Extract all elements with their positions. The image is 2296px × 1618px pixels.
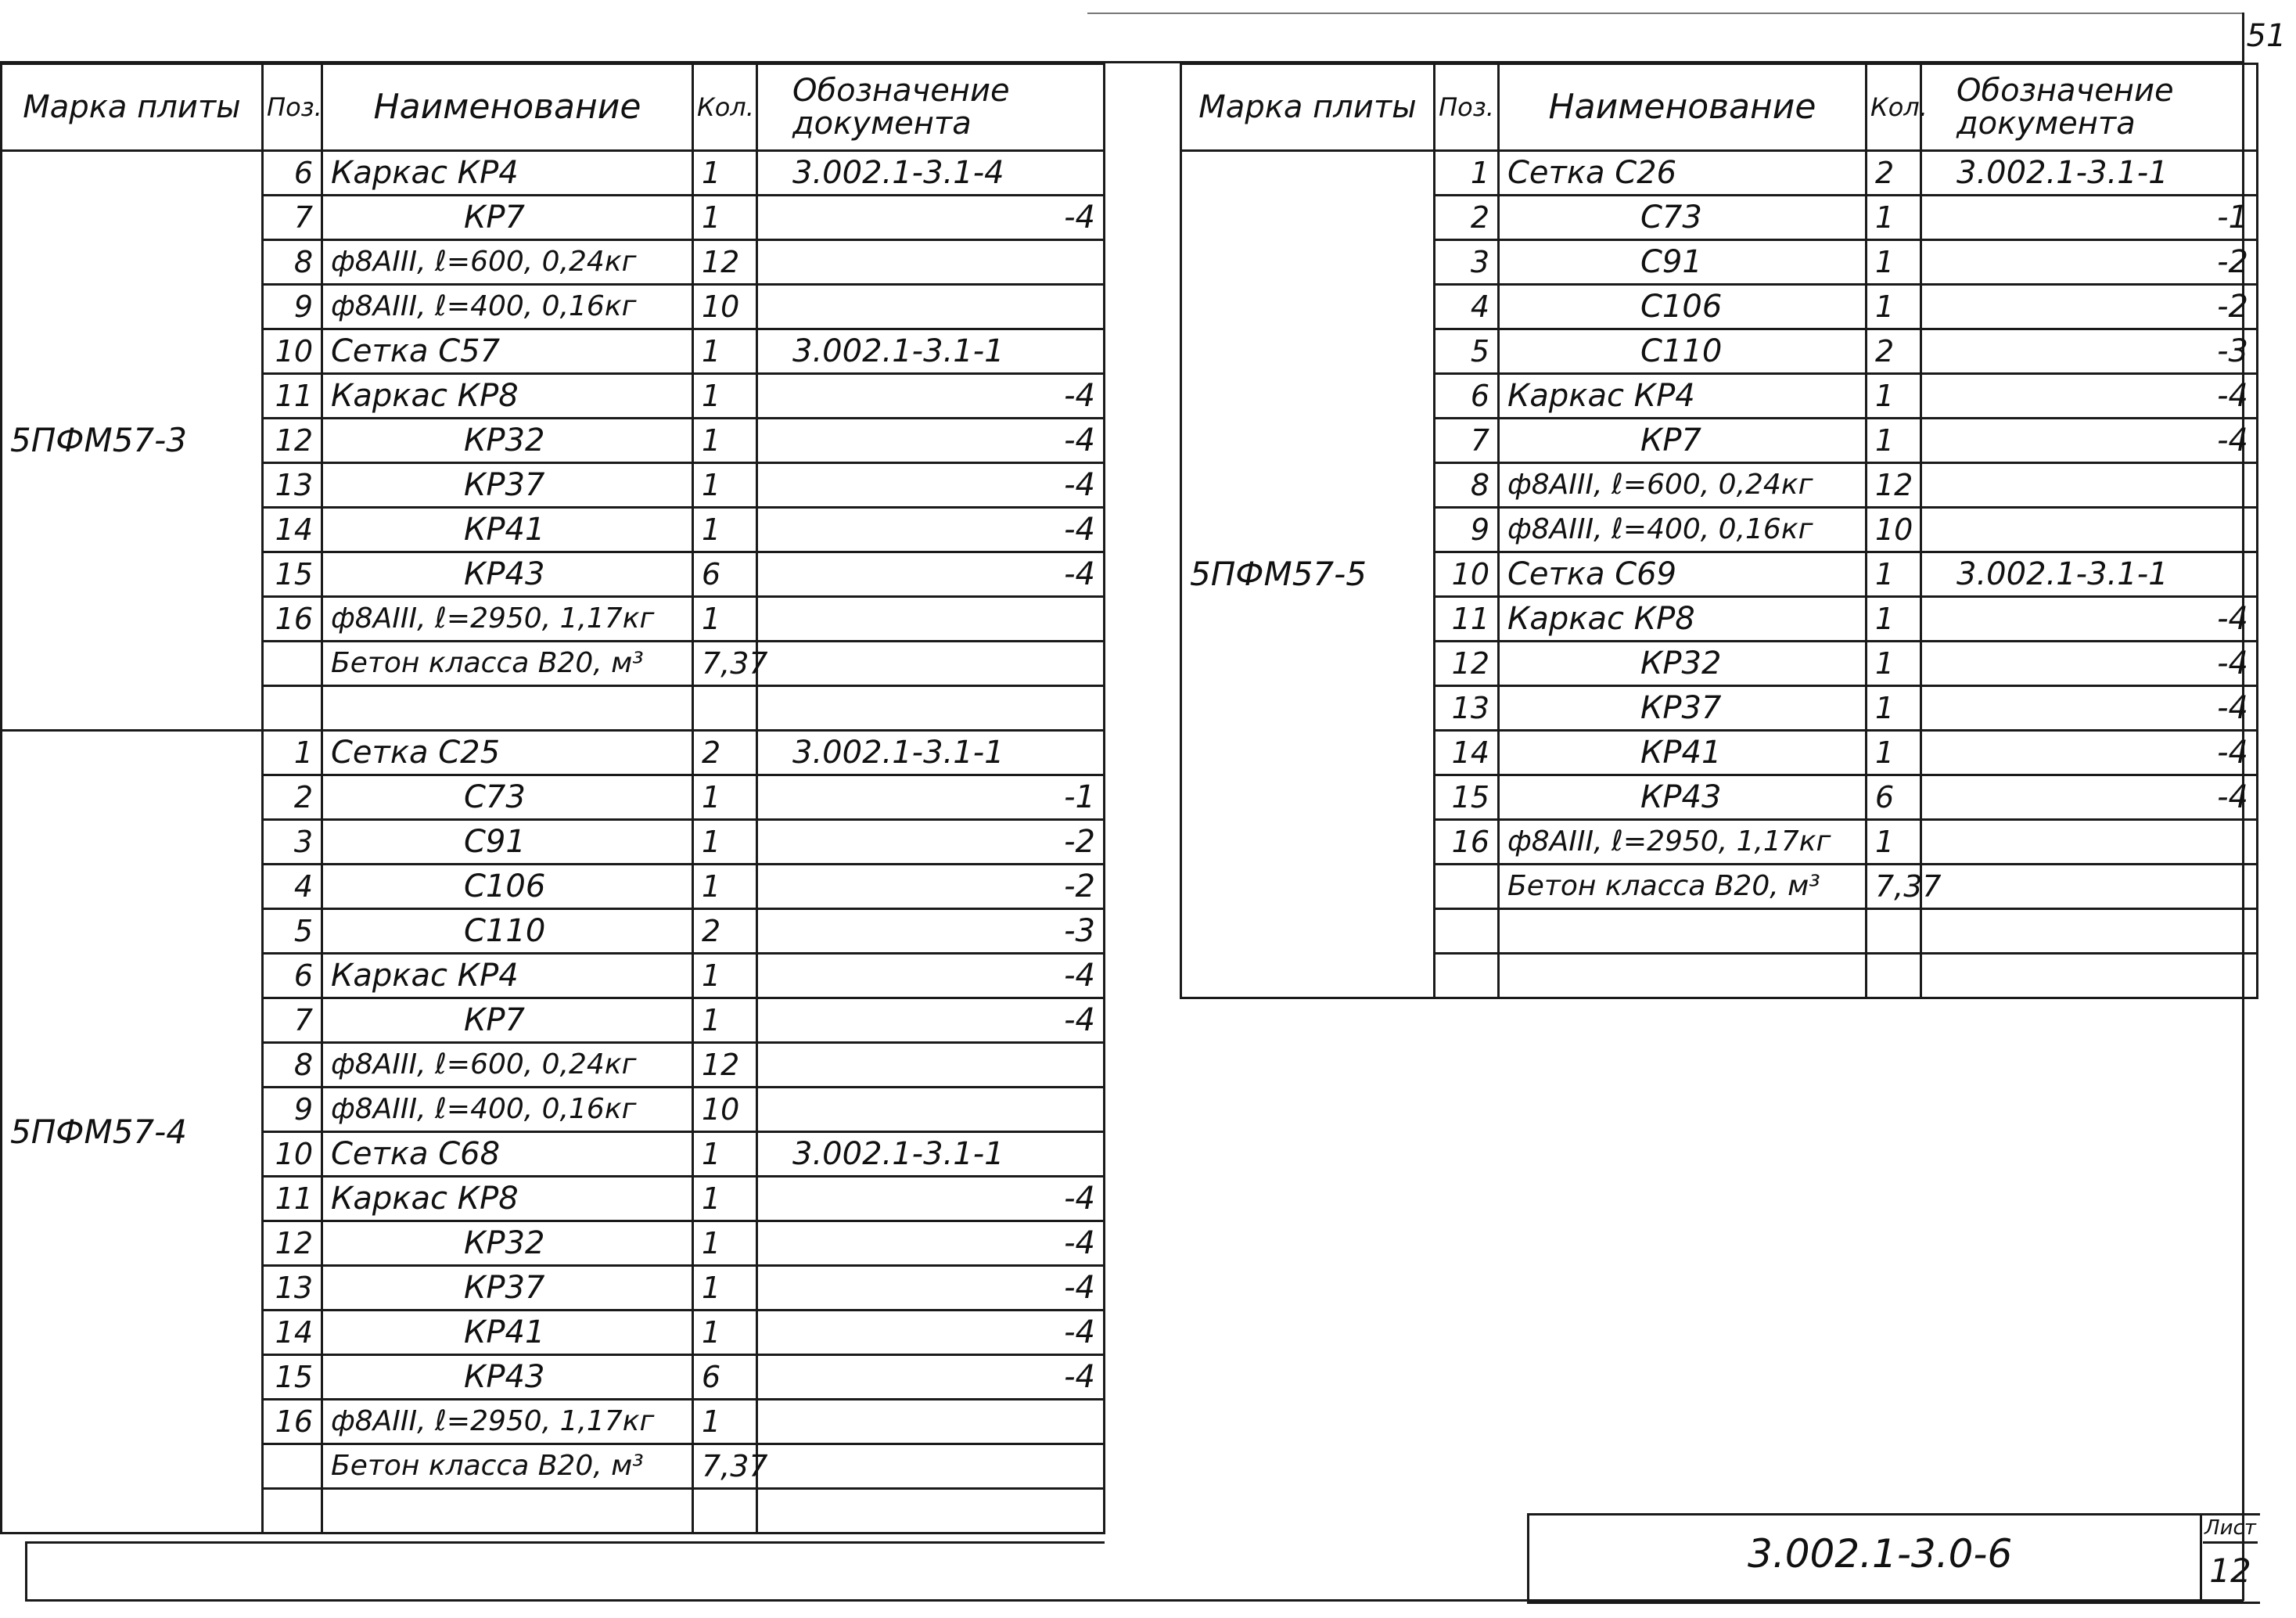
name-cell: С110	[1499, 329, 1867, 374]
name-cell: Сетка С25	[322, 731, 693, 775]
name-cell: КР43	[322, 1355, 693, 1400]
position-cell: 8	[1435, 463, 1499, 508]
name-cell: Бетон класса В20, м³	[322, 1444, 693, 1489]
document-cell: 3.002.1-3.1-1	[757, 731, 1105, 775]
name-cell: КР7	[1499, 419, 1867, 463]
document-cell	[1921, 954, 2258, 998]
sheet-label: Лист	[2203, 1516, 2258, 1544]
document-cell: 3.002.1-3.1-1	[757, 1132, 1105, 1177]
position-cell: 15	[263, 552, 322, 597]
position-cell: 16	[263, 1400, 322, 1444]
name-cell: КР7	[322, 196, 693, 240]
name-cell: Сетка С57	[322, 329, 693, 374]
document-cell: -4	[757, 954, 1105, 998]
quantity-cell: 12	[693, 1043, 757, 1088]
quantity-cell: 7,37	[1867, 865, 1921, 909]
position-cell: 16	[263, 597, 322, 642]
header-qty: Кол.	[693, 64, 757, 151]
quantity-cell: 10	[1867, 508, 1921, 552]
quantity-cell: 12	[693, 240, 757, 285]
position-cell	[263, 642, 322, 686]
position-cell	[263, 1489, 322, 1534]
name-cell: Сетка С68	[322, 1132, 693, 1177]
position-cell: 10	[263, 329, 322, 374]
name-cell: Бетон класса В20, м³	[1499, 865, 1867, 909]
document-cell: 3.002.1-3.1-1	[1921, 552, 2258, 597]
position-cell: 6	[263, 954, 322, 998]
name-cell: КР41	[322, 1311, 693, 1355]
name-cell: Каркас КР8	[322, 1177, 693, 1221]
quantity-cell: 1	[693, 151, 757, 196]
document-cell: 3.002.1-3.1-4	[757, 151, 1105, 196]
position-cell: 11	[263, 1177, 322, 1221]
quantity-cell: 1	[693, 1311, 757, 1355]
name-cell: ф8АIII, ℓ=600, 0,24кг	[322, 1043, 693, 1088]
quantity-cell: 10	[693, 285, 757, 329]
table-row	[2, 731, 1105, 775]
document-cell: -4	[1921, 419, 2258, 463]
position-cell: 4	[1435, 285, 1499, 329]
quantity-cell: 1	[693, 463, 757, 508]
name-cell	[1499, 909, 1867, 954]
top-frame-line	[1087, 13, 2242, 14]
document-cell: -3	[1921, 329, 2258, 374]
quantity-cell: 6	[1867, 775, 1921, 820]
quantity-cell: 6	[693, 552, 757, 597]
document-cell: -2	[1921, 285, 2258, 329]
name-cell: С106	[1499, 285, 1867, 329]
name-cell	[322, 686, 693, 731]
quantity-cell	[693, 686, 757, 731]
document-cell: -4	[757, 508, 1105, 552]
name-cell: КР32	[322, 1221, 693, 1266]
document-cell: -1	[757, 775, 1105, 820]
quantity-cell: 1	[693, 1221, 757, 1266]
quantity-cell: 1	[693, 597, 757, 642]
position-cell: 5	[263, 909, 322, 954]
document-cell: -2	[757, 820, 1105, 865]
name-cell: С110	[322, 909, 693, 954]
name-cell: Каркас КР4	[1499, 374, 1867, 419]
position-cell	[263, 686, 322, 731]
quantity-cell: 1	[693, 1266, 757, 1311]
document-cell: -4	[1921, 686, 2258, 731]
bottom-inner-line	[25, 1541, 1105, 1544]
document-cell: -4	[757, 419, 1105, 463]
quantity-cell: 1	[693, 954, 757, 998]
name-cell: Каркас КР8	[322, 374, 693, 419]
document-cell	[1921, 463, 2258, 508]
quantity-cell: 10	[693, 1088, 757, 1132]
header-pos: Поз.	[1435, 64, 1499, 151]
table-header-row	[1181, 64, 2258, 151]
position-cell: 4	[263, 865, 322, 909]
name-cell: Каркас КР8	[1499, 597, 1867, 642]
position-cell: 8	[263, 240, 322, 285]
position-cell: 5	[1435, 329, 1499, 374]
quantity-cell	[1867, 954, 1921, 998]
table-row	[2, 151, 1105, 196]
header-mark: Марка плиты	[1181, 64, 1435, 151]
position-cell: 13	[263, 463, 322, 508]
name-cell: С106	[322, 865, 693, 909]
document-cell: -4	[757, 1311, 1105, 1355]
document-cell	[757, 642, 1105, 686]
name-cell: КР41	[322, 508, 693, 552]
document-code: 3.002.1-3.0-6	[1748, 1531, 2013, 1577]
document-cell: -4	[1921, 731, 2258, 775]
slab-mark: 5ПФМ57-3	[2, 151, 263, 731]
position-cell: 12	[263, 419, 322, 463]
quantity-cell	[1867, 909, 1921, 954]
document-cell: -4	[757, 998, 1105, 1043]
quantity-cell: 1	[1867, 686, 1921, 731]
name-cell: ф8АIII, ℓ=2950, 1,17кг	[322, 597, 693, 642]
quantity-cell: 2	[1867, 329, 1921, 374]
spec-table-right	[1180, 63, 2258, 999]
position-cell: 12	[1435, 642, 1499, 686]
sheet-page-number: 12	[2209, 1551, 2251, 1590]
document-cell: 3.002.1-3.1-1	[757, 329, 1105, 374]
name-cell: ф8АIII, ℓ=400, 0,16кг	[322, 1088, 693, 1132]
position-cell	[263, 1444, 322, 1489]
position-cell: 1	[263, 731, 322, 775]
quantity-cell: 1	[693, 1132, 757, 1177]
name-cell: ф8АIII, ℓ=600, 0,24кг	[1499, 463, 1867, 508]
position-cell: 16	[1435, 820, 1499, 865]
position-cell: 3	[263, 820, 322, 865]
quantity-cell: 1	[693, 865, 757, 909]
document-cell: -4	[757, 552, 1105, 597]
document-cell	[757, 1489, 1105, 1534]
name-cell: КР37	[322, 1266, 693, 1311]
name-cell: КР41	[1499, 731, 1867, 775]
document-cell	[757, 686, 1105, 731]
table-row	[1181, 151, 2258, 196]
header-pos: Поз.	[263, 64, 322, 151]
header-doc: Обозначение документа	[1921, 64, 2258, 151]
name-cell: КР37	[1499, 686, 1867, 731]
document-cell: -4	[757, 1355, 1105, 1400]
position-cell	[1435, 909, 1499, 954]
name-cell: ф8АIII, ℓ=2950, 1,17кг	[1499, 820, 1867, 865]
position-cell: 8	[263, 1043, 322, 1088]
left-frame-line	[25, 1541, 27, 1601]
name-cell: ф8АIII, ℓ=2950, 1,17кг	[322, 1400, 693, 1444]
document-cell: -4	[757, 1266, 1105, 1311]
position-cell	[1435, 865, 1499, 909]
document-cell: -4	[1921, 642, 2258, 686]
name-cell: Бетон класса В20, м³	[322, 642, 693, 686]
position-cell: 7	[263, 196, 322, 240]
document-cell: -4	[1921, 374, 2258, 419]
document-cell: -2	[757, 865, 1105, 909]
position-cell: 2	[263, 775, 322, 820]
quantity-cell: 7,37	[693, 1444, 757, 1489]
quantity-cell: 2	[693, 731, 757, 775]
position-cell: 13	[263, 1266, 322, 1311]
position-cell: 9	[1435, 508, 1499, 552]
quantity-cell: 1	[1867, 419, 1921, 463]
header-mark: Марка плиты	[2, 64, 263, 151]
name-cell: С91	[1499, 240, 1867, 285]
quantity-cell: 1	[1867, 240, 1921, 285]
position-cell: 13	[1435, 686, 1499, 731]
position-cell: 6	[1435, 374, 1499, 419]
position-cell: 14	[1435, 731, 1499, 775]
quantity-cell: 1	[693, 329, 757, 374]
header-qty: Кол.	[1867, 64, 1921, 151]
quantity-cell: 1	[693, 374, 757, 419]
quantity-cell: 2	[693, 909, 757, 954]
quantity-cell: 1	[693, 196, 757, 240]
quantity-cell: 1	[693, 775, 757, 820]
document-cell: -4	[757, 374, 1105, 419]
document-cell: 3.002.1-3.1-1	[1921, 151, 2258, 196]
document-cell: -4	[757, 463, 1105, 508]
name-cell: Сетка С69	[1499, 552, 1867, 597]
document-cell	[1921, 865, 2258, 909]
quantity-cell: 1	[693, 820, 757, 865]
name-cell: С73	[322, 775, 693, 820]
quantity-cell: 1	[693, 1400, 757, 1444]
document-cell: -4	[757, 196, 1105, 240]
header-name: Наименование	[322, 64, 693, 151]
document-cell	[757, 597, 1105, 642]
name-cell: ф8АIII, ℓ=600, 0,24кг	[322, 240, 693, 285]
document-cell: -4	[1921, 775, 2258, 820]
quantity-cell: 1	[693, 419, 757, 463]
position-cell: 15	[1435, 775, 1499, 820]
position-cell: 9	[263, 1088, 322, 1132]
position-cell: 11	[263, 374, 322, 419]
quantity-cell: 1	[1867, 285, 1921, 329]
slab-mark: 5ПФМ57-5	[1181, 151, 1435, 998]
document-cell	[1921, 909, 2258, 954]
document-cell: -3	[757, 909, 1105, 954]
document-cell	[757, 240, 1105, 285]
position-cell: 12	[263, 1221, 322, 1266]
name-cell: ф8АIII, ℓ=400, 0,16кг	[322, 285, 693, 329]
document-cell	[757, 285, 1105, 329]
name-cell	[322, 1489, 693, 1534]
document-cell: -2	[1921, 240, 2258, 285]
document-cell	[1921, 820, 2258, 865]
position-cell: 3	[1435, 240, 1499, 285]
position-cell: 1	[1435, 151, 1499, 196]
name-cell: КР32	[322, 419, 693, 463]
quantity-cell: 1	[1867, 731, 1921, 775]
quantity-cell: 1	[1867, 820, 1921, 865]
position-cell: 7	[263, 998, 322, 1043]
name-cell: Каркас КР4	[322, 954, 693, 998]
position-cell: 6	[263, 151, 322, 196]
name-cell: С73	[1499, 196, 1867, 240]
spec-table-left	[0, 63, 1105, 1534]
position-cell: 10	[263, 1132, 322, 1177]
document-cell: -4	[757, 1221, 1105, 1266]
name-cell: ф8АIII, ℓ=400, 0,16кг	[1499, 508, 1867, 552]
name-cell: КР7	[322, 998, 693, 1043]
position-cell: 11	[1435, 597, 1499, 642]
document-cell: -4	[1921, 597, 2258, 642]
quantity-cell	[693, 1489, 757, 1534]
name-cell: КР32	[1499, 642, 1867, 686]
position-cell: 7	[1435, 419, 1499, 463]
name-cell: С91	[322, 820, 693, 865]
document-cell	[757, 1444, 1105, 1489]
document-cell: -1	[1921, 196, 2258, 240]
document-cell	[1921, 508, 2258, 552]
quantity-cell: 7,37	[693, 642, 757, 686]
quantity-cell: 1	[693, 998, 757, 1043]
name-cell: Каркас КР4	[322, 151, 693, 196]
quantity-cell: 1	[1867, 196, 1921, 240]
name-cell: КР43	[322, 552, 693, 597]
header-name: Наименование	[1499, 64, 1867, 151]
document-cell	[757, 1043, 1105, 1088]
quantity-cell: 6	[693, 1355, 757, 1400]
sheet-number: 51	[2246, 18, 2287, 54]
quantity-cell: 1	[1867, 597, 1921, 642]
quantity-cell: 1	[1867, 374, 1921, 419]
name-cell: Сетка С26	[1499, 151, 1867, 196]
document-cell: -4	[757, 1177, 1105, 1221]
quantity-cell: 1	[693, 508, 757, 552]
slab-mark: 5ПФМ57-4	[2, 731, 263, 1534]
name-cell	[1499, 954, 1867, 998]
spec-table-right-body	[1181, 151, 2258, 998]
position-cell: 9	[263, 285, 322, 329]
position-cell	[1435, 954, 1499, 998]
document-cell	[757, 1400, 1105, 1444]
header-doc: Обозначение документа	[757, 64, 1105, 151]
spec-table-left-body	[2, 151, 1105, 1534]
quantity-cell: 12	[1867, 463, 1921, 508]
quantity-cell: 1	[693, 1177, 757, 1221]
position-cell: 2	[1435, 196, 1499, 240]
table-header-row	[2, 64, 1105, 151]
position-cell: 10	[1435, 552, 1499, 597]
quantity-cell: 1	[1867, 552, 1921, 597]
position-cell: 14	[263, 508, 322, 552]
quantity-cell: 1	[1867, 642, 1921, 686]
position-cell: 14	[263, 1311, 322, 1355]
document-cell	[757, 1088, 1105, 1132]
name-cell: КР43	[1499, 775, 1867, 820]
name-cell: КР37	[322, 463, 693, 508]
quantity-cell: 2	[1867, 151, 1921, 196]
position-cell: 15	[263, 1355, 322, 1400]
